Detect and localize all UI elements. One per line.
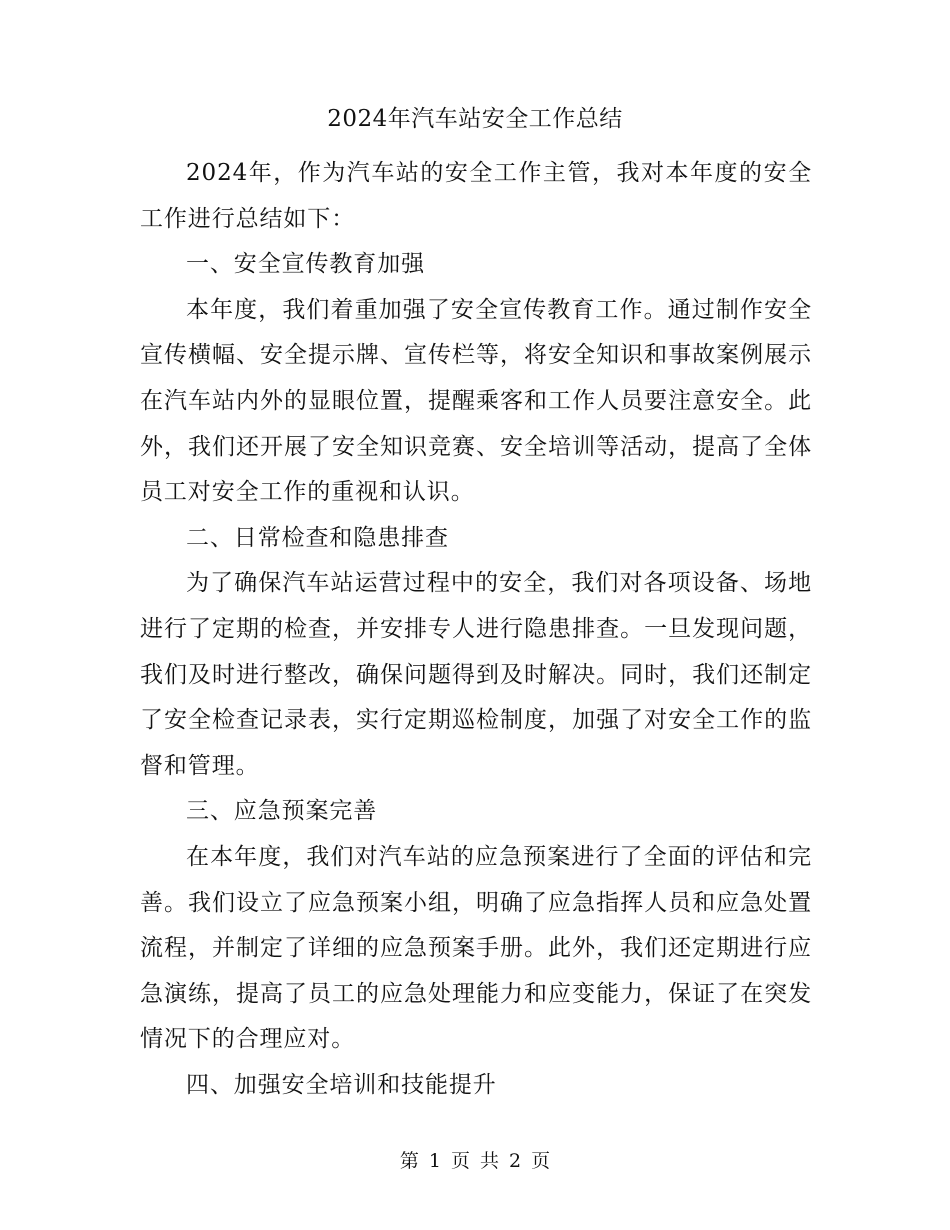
section-heading-2: 二、日常检查和隐患排查 <box>186 524 449 551</box>
section-paragraph-2: 为了确保汽车站运营过程中的安全，我们对各项设备、场地进行了定期的检查，并安排专人进行隐患排查。一旦发现问题，我们及时进行整改，确保问题得到及时解决。同时，我们还制定了安全检查记录表，实行定期巡检制度，加强了对安全工作的监督和管理。 <box>140 570 812 779</box>
document-body <box>140 151 812 1108</box>
section-heading-4: 四、加强安全培训和技能提升 <box>186 1071 497 1098</box>
section-heading-3: 三、应急预案完善 <box>186 798 378 825</box>
section-paragraph-1: 本年度，我们着重加强了安全宣传教育工作。通过制作安全宣传横幅、安全提示牌、宣传栏等，将安全知识和事故案例展示在汽车站内外的显眼位置，提醒乘客和工作人员要注意安全。此外，我们还开展了安全知识竞赛、安全培训等活动，提高了全体员工对安全工作的重视和认识。 <box>140 296 812 506</box>
document-title: 2024年汽车站安全工作总结 <box>327 106 623 132</box>
section-heading-1: 一、安全宣传教育加强 <box>186 251 425 278</box>
intro-paragraph: 2024年，作为汽车站的安全工作主管，我对本年度的安全工作进行总结如下： <box>140 160 812 232</box>
section-paragraph-3: 在本年度，我们对汽车站的应急预案进行了全面的评估和完善。我们设立了应急预案小组，明确了应急指挥人员和应急处置流程，并制定了详细的应急预案手册。此外，我们还定期进行应急演练，提高了员工的应急处理能力和应变能力，保证了在突发情况下的合理应对。 <box>140 843 812 1053</box>
page-number-footer: 第 1 页 共 2 页 <box>399 1150 551 1172</box>
